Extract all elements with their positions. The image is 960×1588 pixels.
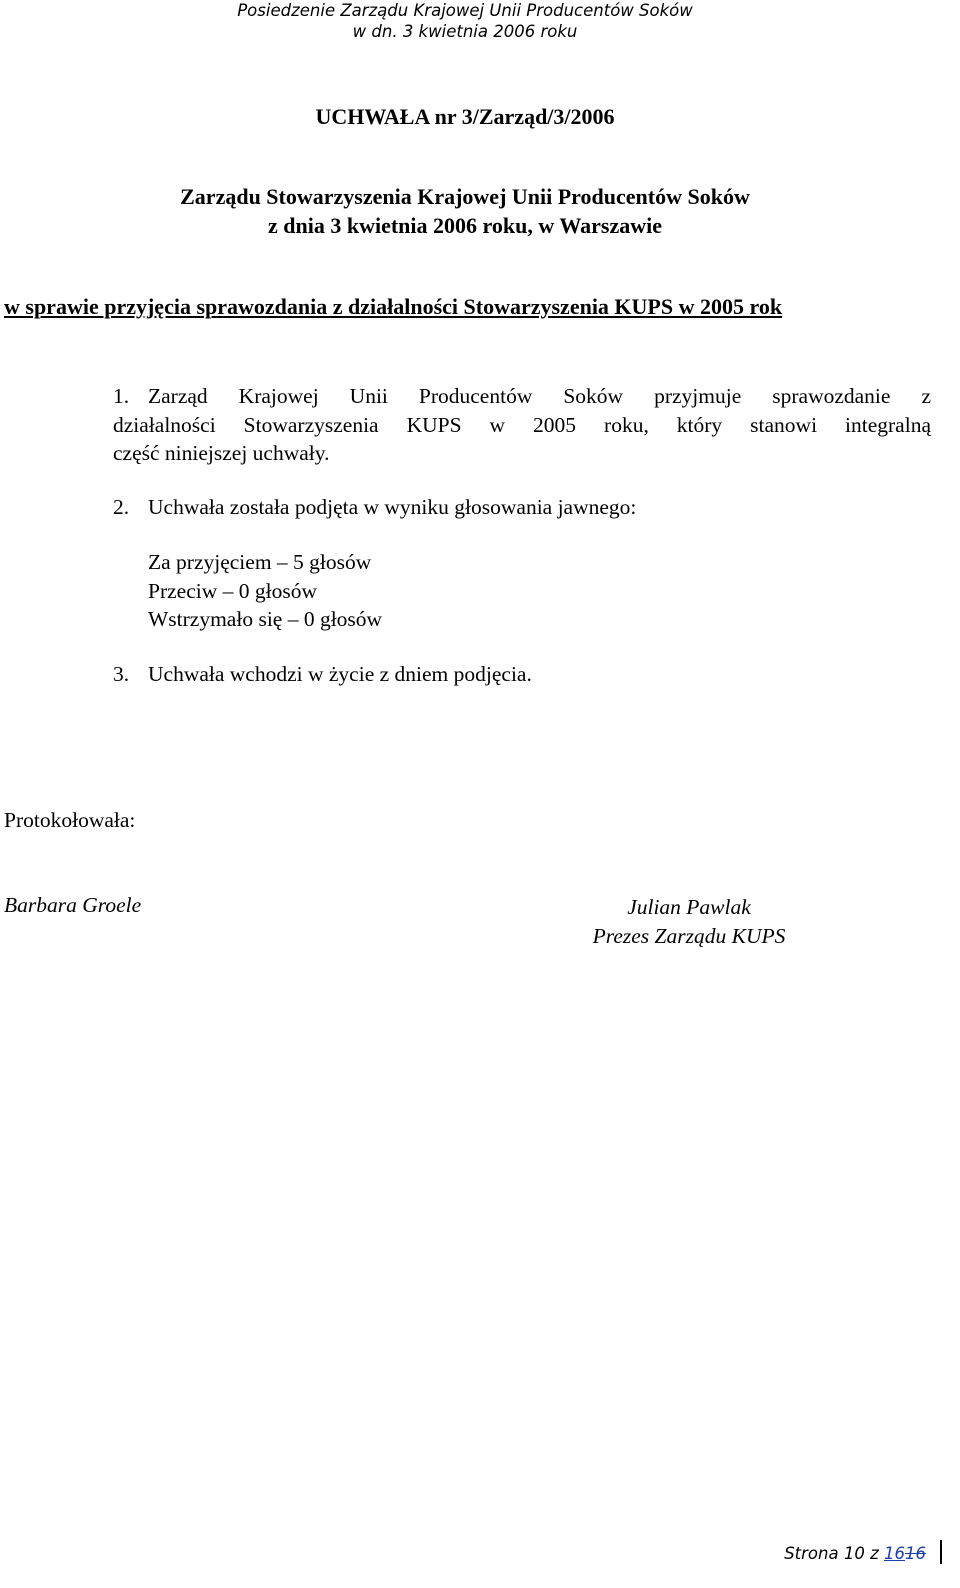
vote-against: Przeciw – 0 głosów	[148, 578, 317, 603]
resolution-item-3	[113, 660, 931, 689]
page-header-line2: w dn. 3 kwietnia 2006 roku	[352, 22, 578, 41]
president-name: Julian Pawlak	[627, 895, 751, 919]
resolution-item-1-line1-text: Zarząd Krajowej Unii Producentów Soków przyjmuje sprawozdanie z	[148, 384, 931, 408]
resolution-title: UCHWAŁA nr 3/Zarząd/3/2006	[315, 104, 615, 129]
resolution-item-2	[113, 493, 931, 522]
resolution-item-1-line2: działalności Stowarzyszenia KUPS w 2005 roku, który stanowi integralną	[113, 412, 931, 437]
resolution-issuer-line2: z dnia 3 kwietnia 2006 roku, w Warszawie	[268, 213, 662, 238]
resolution-item-2-number: 2.	[113, 495, 130, 519]
president-title: Prezes Zarządu KUPS	[592, 923, 786, 948]
resolution-item-3-number: 3.	[113, 662, 130, 686]
resolution-item-1	[113, 382, 931, 468]
recorder-name: Barbara Groele	[4, 893, 142, 917]
page-total-inserted: 16	[884, 1544, 905, 1563]
resolution-item-1-number: 1.	[113, 384, 130, 408]
resolution-issuer-line1: Zarządu Stowarzyszenia Krajowej Unii Producentów Soków	[180, 184, 750, 209]
page-total-deleted: 16	[905, 1544, 926, 1563]
resolution-item-1-line3: część niniejszej uchwały.	[113, 441, 330, 465]
page-header-line1: Posiedzenie Zarządu Krajowej Unii Producentów Soków	[237, 1, 693, 20]
resolution-item-1-line1	[113, 382, 931, 411]
page-footer	[784, 1544, 926, 1563]
resolution-issuer	[0, 182, 930, 240]
page-number-prefix: Strona 10 z	[784, 1544, 884, 1563]
resolution-item-3-text: Uchwała wchodzi w życie z dniem podjęcia.	[148, 662, 532, 686]
page-header	[0, 0, 930, 42]
vote-for: Za przyjęciem – 5 głosów	[148, 550, 372, 574]
vote-abstain: Wstrzymało się – 0 głosów	[148, 607, 383, 631]
resolution-subject: w sprawie przyjęcia sprawozdania z działalności Stowarzyszenia KUPS w 2005 rok	[4, 294, 783, 319]
resolution-item-2-text: Uchwała została podjęta w wyniku głosowania jawnego:	[148, 495, 637, 519]
president-signature-block	[578, 893, 800, 950]
vote-results	[148, 548, 382, 634]
protocol-label: Protokołowała:	[4, 808, 136, 832]
revision-change-bar	[940, 1540, 942, 1564]
